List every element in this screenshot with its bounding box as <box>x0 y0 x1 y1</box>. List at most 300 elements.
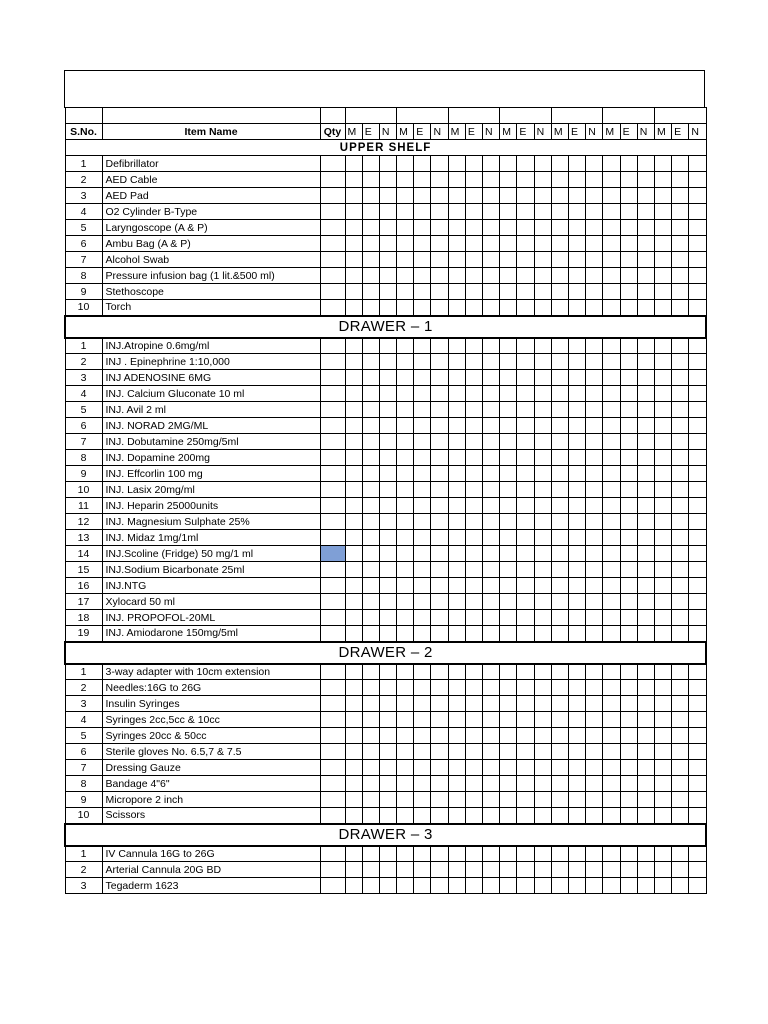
shift-check-cell[interactable] <box>569 862 586 878</box>
shift-check-cell[interactable] <box>465 712 482 728</box>
shift-check-cell[interactable] <box>414 546 431 562</box>
shift-check-cell[interactable] <box>517 530 534 546</box>
shift-check-cell[interactable] <box>603 594 620 610</box>
shift-check-cell[interactable] <box>586 172 603 188</box>
shift-check-cell[interactable] <box>603 808 620 824</box>
shift-check-cell[interactable] <box>397 862 414 878</box>
shift-check-cell[interactable] <box>620 418 637 434</box>
shift-check-cell[interactable] <box>586 712 603 728</box>
shift-check-cell[interactable] <box>362 450 379 466</box>
shift-check-cell[interactable] <box>448 594 465 610</box>
shift-check-cell[interactable] <box>551 354 568 370</box>
shift-check-cell[interactable] <box>569 450 586 466</box>
shift-check-cell[interactable] <box>465 578 482 594</box>
shift-check-cell[interactable] <box>689 300 706 316</box>
shift-check-cell[interactable] <box>483 450 500 466</box>
shift-check-cell[interactable] <box>483 760 500 776</box>
shift-check-cell[interactable] <box>414 712 431 728</box>
shift-check-cell[interactable] <box>483 594 500 610</box>
shift-check-cell[interactable] <box>637 236 654 252</box>
shift-check-cell[interactable] <box>586 300 603 316</box>
shift-check-cell[interactable] <box>637 418 654 434</box>
shift-check-cell[interactable] <box>586 878 603 894</box>
shift-check-cell[interactable] <box>620 284 637 300</box>
shift-check-cell[interactable] <box>689 760 706 776</box>
shift-check-cell[interactable] <box>654 498 671 514</box>
shift-check-cell[interactable] <box>551 696 568 712</box>
shift-check-cell[interactable] <box>397 846 414 862</box>
shift-check-cell[interactable] <box>431 252 448 268</box>
shift-check-cell[interactable] <box>517 370 534 386</box>
shift-check-cell[interactable] <box>500 610 517 626</box>
shift-check-cell[interactable] <box>345 562 362 578</box>
shift-check-cell[interactable] <box>534 236 551 252</box>
shift-check-cell[interactable] <box>603 370 620 386</box>
shift-check-cell[interactable] <box>379 434 396 450</box>
shift-check-cell[interactable] <box>431 530 448 546</box>
shift-check-cell[interactable] <box>534 156 551 172</box>
shift-check-cell[interactable] <box>637 744 654 760</box>
shift-check-cell[interactable] <box>689 338 706 354</box>
shift-check-cell[interactable] <box>620 338 637 354</box>
shift-check-cell[interactable] <box>672 434 689 450</box>
shift-check-cell[interactable] <box>517 482 534 498</box>
shift-check-cell[interactable] <box>483 156 500 172</box>
shift-check-cell[interactable] <box>672 846 689 862</box>
shift-check-cell[interactable] <box>517 204 534 220</box>
shift-check-cell[interactable] <box>569 546 586 562</box>
shift-check-cell[interactable] <box>637 680 654 696</box>
shift-check-cell[interactable] <box>637 792 654 808</box>
shift-check-cell[interactable] <box>362 562 379 578</box>
qty-cell[interactable] <box>320 386 345 402</box>
shift-check-cell[interactable] <box>534 664 551 680</box>
shift-check-cell[interactable] <box>379 300 396 316</box>
qty-cell[interactable] <box>320 188 345 204</box>
shift-check-cell[interactable] <box>414 792 431 808</box>
shift-check-cell[interactable] <box>465 252 482 268</box>
shift-check-cell[interactable] <box>534 808 551 824</box>
shift-check-cell[interactable] <box>586 808 603 824</box>
qty-cell[interactable] <box>320 204 345 220</box>
shift-check-cell[interactable] <box>620 402 637 418</box>
shift-check-cell[interactable] <box>551 546 568 562</box>
shift-check-cell[interactable] <box>362 530 379 546</box>
shift-check-cell[interactable] <box>397 808 414 824</box>
qty-cell[interactable] <box>320 808 345 824</box>
shift-check-cell[interactable] <box>448 696 465 712</box>
shift-check-cell[interactable] <box>620 878 637 894</box>
shift-check-cell[interactable] <box>397 610 414 626</box>
shift-check-cell[interactable] <box>517 434 534 450</box>
shift-check-cell[interactable] <box>620 862 637 878</box>
shift-check-cell[interactable] <box>603 284 620 300</box>
shift-check-cell[interactable] <box>397 776 414 792</box>
shift-check-cell[interactable] <box>620 846 637 862</box>
shift-check-cell[interactable] <box>431 712 448 728</box>
shift-check-cell[interactable] <box>397 594 414 610</box>
shift-check-cell[interactable] <box>551 498 568 514</box>
shift-check-cell[interactable] <box>654 546 671 562</box>
shift-check-cell[interactable] <box>431 172 448 188</box>
shift-check-cell[interactable] <box>654 760 671 776</box>
shift-check-cell[interactable] <box>414 418 431 434</box>
shift-check-cell[interactable] <box>414 728 431 744</box>
shift-check-cell[interactable] <box>637 514 654 530</box>
shift-check-cell[interactable] <box>345 530 362 546</box>
shift-check-cell[interactable] <box>345 760 362 776</box>
shift-check-cell[interactable] <box>414 268 431 284</box>
shift-check-cell[interactable] <box>517 578 534 594</box>
shift-check-cell[interactable] <box>379 728 396 744</box>
shift-check-cell[interactable] <box>620 450 637 466</box>
shift-check-cell[interactable] <box>431 680 448 696</box>
shift-check-cell[interactable] <box>654 562 671 578</box>
shift-check-cell[interactable] <box>551 252 568 268</box>
shift-check-cell[interactable] <box>414 514 431 530</box>
shift-check-cell[interactable] <box>654 300 671 316</box>
shift-check-cell[interactable] <box>345 434 362 450</box>
shift-check-cell[interactable] <box>620 546 637 562</box>
shift-check-cell[interactable] <box>483 664 500 680</box>
shift-check-cell[interactable] <box>448 338 465 354</box>
shift-check-cell[interactable] <box>586 338 603 354</box>
shift-check-cell[interactable] <box>569 808 586 824</box>
shift-check-cell[interactable] <box>689 370 706 386</box>
shift-check-cell[interactable] <box>379 546 396 562</box>
shift-check-cell[interactable] <box>551 284 568 300</box>
shift-check-cell[interactable] <box>483 728 500 744</box>
shift-check-cell[interactable] <box>414 610 431 626</box>
shift-check-cell[interactable] <box>397 626 414 642</box>
shift-check-cell[interactable] <box>379 236 396 252</box>
shift-check-cell[interactable] <box>672 370 689 386</box>
shift-check-cell[interactable] <box>654 370 671 386</box>
shift-check-cell[interactable] <box>517 680 534 696</box>
shift-check-cell[interactable] <box>414 338 431 354</box>
shift-check-cell[interactable] <box>603 386 620 402</box>
shift-check-cell[interactable] <box>637 760 654 776</box>
shift-check-cell[interactable] <box>465 418 482 434</box>
shift-check-cell[interactable] <box>431 792 448 808</box>
shift-check-cell[interactable] <box>448 220 465 236</box>
shift-check-cell[interactable] <box>586 760 603 776</box>
shift-check-cell[interactable] <box>397 744 414 760</box>
shift-check-cell[interactable] <box>517 284 534 300</box>
shift-check-cell[interactable] <box>414 696 431 712</box>
shift-check-cell[interactable] <box>345 610 362 626</box>
shift-check-cell[interactable] <box>620 578 637 594</box>
shift-check-cell[interactable] <box>637 220 654 236</box>
shift-check-cell[interactable] <box>620 792 637 808</box>
shift-check-cell[interactable] <box>414 680 431 696</box>
shift-check-cell[interactable] <box>448 808 465 824</box>
shift-check-cell[interactable] <box>551 402 568 418</box>
shift-check-cell[interactable] <box>517 808 534 824</box>
shift-check-cell[interactable] <box>603 466 620 482</box>
shift-check-cell[interactable] <box>689 434 706 450</box>
shift-check-cell[interactable] <box>414 466 431 482</box>
shift-check-cell[interactable] <box>654 252 671 268</box>
shift-check-cell[interactable] <box>397 792 414 808</box>
shift-check-cell[interactable] <box>362 808 379 824</box>
shift-check-cell[interactable] <box>637 594 654 610</box>
shift-check-cell[interactable] <box>431 156 448 172</box>
shift-check-cell[interactable] <box>397 172 414 188</box>
shift-check-cell[interactable] <box>689 792 706 808</box>
shift-check-cell[interactable] <box>379 482 396 498</box>
shift-check-cell[interactable] <box>483 466 500 482</box>
shift-check-cell[interactable] <box>431 846 448 862</box>
shift-check-cell[interactable] <box>500 546 517 562</box>
shift-check-cell[interactable] <box>637 386 654 402</box>
shift-check-cell[interactable] <box>448 846 465 862</box>
shift-check-cell[interactable] <box>345 402 362 418</box>
shift-check-cell[interactable] <box>448 514 465 530</box>
shift-check-cell[interactable] <box>569 482 586 498</box>
shift-check-cell[interactable] <box>465 696 482 712</box>
shift-check-cell[interactable] <box>431 482 448 498</box>
shift-check-cell[interactable] <box>551 172 568 188</box>
shift-check-cell[interactable] <box>654 188 671 204</box>
shift-check-cell[interactable] <box>654 402 671 418</box>
qty-cell[interactable] <box>320 172 345 188</box>
shift-check-cell[interactable] <box>397 370 414 386</box>
shift-check-cell[interactable] <box>500 338 517 354</box>
shift-check-cell[interactable] <box>362 546 379 562</box>
shift-check-cell[interactable] <box>569 514 586 530</box>
shift-check-cell[interactable] <box>379 402 396 418</box>
shift-check-cell[interactable] <box>465 728 482 744</box>
shift-check-cell[interactable] <box>362 744 379 760</box>
shift-check-cell[interactable] <box>551 594 568 610</box>
shift-check-cell[interactable] <box>551 664 568 680</box>
shift-check-cell[interactable] <box>379 862 396 878</box>
shift-check-cell[interactable] <box>603 546 620 562</box>
shift-check-cell[interactable] <box>448 370 465 386</box>
shift-check-cell[interactable] <box>448 610 465 626</box>
shift-check-cell[interactable] <box>534 434 551 450</box>
shift-check-cell[interactable] <box>672 712 689 728</box>
shift-check-cell[interactable] <box>379 450 396 466</box>
shift-check-cell[interactable] <box>431 728 448 744</box>
shift-check-cell[interactable] <box>620 594 637 610</box>
shift-check-cell[interactable] <box>637 862 654 878</box>
shift-check-cell[interactable] <box>672 878 689 894</box>
shift-check-cell[interactable] <box>379 562 396 578</box>
shift-check-cell[interactable] <box>569 268 586 284</box>
shift-check-cell[interactable] <box>689 354 706 370</box>
shift-check-cell[interactable] <box>397 728 414 744</box>
qty-cell[interactable] <box>320 418 345 434</box>
shift-check-cell[interactable] <box>362 204 379 220</box>
shift-check-cell[interactable] <box>620 744 637 760</box>
shift-check-cell[interactable] <box>637 370 654 386</box>
shift-check-cell[interactable] <box>654 530 671 546</box>
shift-check-cell[interactable] <box>534 530 551 546</box>
shift-check-cell[interactable] <box>379 252 396 268</box>
shift-check-cell[interactable] <box>431 418 448 434</box>
shift-check-cell[interactable] <box>586 680 603 696</box>
shift-check-cell[interactable] <box>397 156 414 172</box>
shift-check-cell[interactable] <box>362 760 379 776</box>
shift-check-cell[interactable] <box>362 188 379 204</box>
qty-cell[interactable] <box>320 744 345 760</box>
shift-check-cell[interactable] <box>362 434 379 450</box>
qty-cell[interactable] <box>320 530 345 546</box>
shift-check-cell[interactable] <box>586 188 603 204</box>
shift-check-cell[interactable] <box>654 386 671 402</box>
shift-check-cell[interactable] <box>465 776 482 792</box>
shift-check-cell[interactable] <box>534 402 551 418</box>
shift-check-cell[interactable] <box>345 712 362 728</box>
shift-check-cell[interactable] <box>448 386 465 402</box>
shift-check-cell[interactable] <box>672 466 689 482</box>
shift-check-cell[interactable] <box>551 514 568 530</box>
shift-check-cell[interactable] <box>534 546 551 562</box>
shift-check-cell[interactable] <box>569 204 586 220</box>
shift-check-cell[interactable] <box>620 188 637 204</box>
shift-check-cell[interactable] <box>603 220 620 236</box>
shift-check-cell[interactable] <box>483 792 500 808</box>
shift-check-cell[interactable] <box>672 530 689 546</box>
shift-check-cell[interactable] <box>551 482 568 498</box>
shift-check-cell[interactable] <box>689 728 706 744</box>
shift-check-cell[interactable] <box>654 434 671 450</box>
shift-check-cell[interactable] <box>414 626 431 642</box>
shift-check-cell[interactable] <box>431 300 448 316</box>
shift-check-cell[interactable] <box>620 776 637 792</box>
shift-check-cell[interactable] <box>345 204 362 220</box>
shift-check-cell[interactable] <box>586 862 603 878</box>
shift-check-cell[interactable] <box>620 760 637 776</box>
shift-check-cell[interactable] <box>603 728 620 744</box>
shift-check-cell[interactable] <box>345 862 362 878</box>
shift-check-cell[interactable] <box>689 482 706 498</box>
shift-check-cell[interactable] <box>551 712 568 728</box>
shift-check-cell[interactable] <box>517 172 534 188</box>
shift-check-cell[interactable] <box>448 156 465 172</box>
shift-check-cell[interactable] <box>397 562 414 578</box>
shift-check-cell[interactable] <box>517 156 534 172</box>
shift-check-cell[interactable] <box>569 498 586 514</box>
shift-check-cell[interactable] <box>500 744 517 760</box>
shift-check-cell[interactable] <box>465 514 482 530</box>
shift-check-cell[interactable] <box>397 402 414 418</box>
shift-check-cell[interactable] <box>397 878 414 894</box>
shift-check-cell[interactable] <box>500 434 517 450</box>
shift-check-cell[interactable] <box>379 386 396 402</box>
shift-check-cell[interactable] <box>500 696 517 712</box>
shift-check-cell[interactable] <box>500 626 517 642</box>
shift-check-cell[interactable] <box>672 578 689 594</box>
shift-check-cell[interactable] <box>620 728 637 744</box>
qty-cell[interactable] <box>320 354 345 370</box>
shift-check-cell[interactable] <box>448 252 465 268</box>
shift-check-cell[interactable] <box>586 354 603 370</box>
shift-check-cell[interactable] <box>654 578 671 594</box>
shift-check-cell[interactable] <box>586 450 603 466</box>
shift-check-cell[interactable] <box>603 172 620 188</box>
shift-check-cell[interactable] <box>362 712 379 728</box>
shift-check-cell[interactable] <box>637 626 654 642</box>
shift-check-cell[interactable] <box>586 204 603 220</box>
shift-check-cell[interactable] <box>534 626 551 642</box>
shift-check-cell[interactable] <box>465 220 482 236</box>
shift-check-cell[interactable] <box>362 466 379 482</box>
qty-cell[interactable] <box>320 402 345 418</box>
shift-check-cell[interactable] <box>689 466 706 482</box>
shift-check-cell[interactable] <box>603 562 620 578</box>
shift-check-cell[interactable] <box>551 626 568 642</box>
shift-check-cell[interactable] <box>397 514 414 530</box>
shift-check-cell[interactable] <box>362 482 379 498</box>
shift-check-cell[interactable] <box>569 562 586 578</box>
shift-check-cell[interactable] <box>379 204 396 220</box>
shift-check-cell[interactable] <box>551 846 568 862</box>
shift-check-cell[interactable] <box>551 792 568 808</box>
shift-check-cell[interactable] <box>517 252 534 268</box>
shift-check-cell[interactable] <box>414 354 431 370</box>
shift-check-cell[interactable] <box>379 220 396 236</box>
shift-check-cell[interactable] <box>569 530 586 546</box>
shift-check-cell[interactable] <box>534 370 551 386</box>
shift-check-cell[interactable] <box>569 236 586 252</box>
shift-check-cell[interactable] <box>534 562 551 578</box>
shift-check-cell[interactable] <box>672 252 689 268</box>
shift-check-cell[interactable] <box>465 862 482 878</box>
shift-check-cell[interactable] <box>654 744 671 760</box>
shift-check-cell[interactable] <box>362 338 379 354</box>
shift-check-cell[interactable] <box>603 252 620 268</box>
shift-check-cell[interactable] <box>672 862 689 878</box>
shift-check-cell[interactable] <box>603 760 620 776</box>
shift-check-cell[interactable] <box>431 610 448 626</box>
shift-check-cell[interactable] <box>345 354 362 370</box>
shift-check-cell[interactable] <box>345 188 362 204</box>
shift-check-cell[interactable] <box>431 626 448 642</box>
shift-check-cell[interactable] <box>483 696 500 712</box>
shift-check-cell[interactable] <box>379 792 396 808</box>
shift-check-cell[interactable] <box>345 156 362 172</box>
shift-check-cell[interactable] <box>397 418 414 434</box>
shift-check-cell[interactable] <box>397 386 414 402</box>
shift-check-cell[interactable] <box>362 220 379 236</box>
shift-check-cell[interactable] <box>500 268 517 284</box>
shift-check-cell[interactable] <box>397 252 414 268</box>
shift-check-cell[interactable] <box>672 450 689 466</box>
shift-check-cell[interactable] <box>500 594 517 610</box>
shift-check-cell[interactable] <box>431 562 448 578</box>
shift-check-cell[interactable] <box>534 610 551 626</box>
shift-check-cell[interactable] <box>654 220 671 236</box>
shift-check-cell[interactable] <box>637 268 654 284</box>
shift-check-cell[interactable] <box>586 498 603 514</box>
qty-cell[interactable] <box>320 792 345 808</box>
shift-check-cell[interactable] <box>551 680 568 696</box>
shift-check-cell[interactable] <box>345 664 362 680</box>
shift-check-cell[interactable] <box>534 300 551 316</box>
shift-check-cell[interactable] <box>603 236 620 252</box>
shift-check-cell[interactable] <box>397 546 414 562</box>
shift-check-cell[interactable] <box>448 450 465 466</box>
shift-check-cell[interactable] <box>345 300 362 316</box>
shift-check-cell[interactable] <box>637 450 654 466</box>
shift-check-cell[interactable] <box>689 156 706 172</box>
shift-check-cell[interactable] <box>637 172 654 188</box>
qty-cell[interactable] <box>320 594 345 610</box>
shift-check-cell[interactable] <box>603 776 620 792</box>
